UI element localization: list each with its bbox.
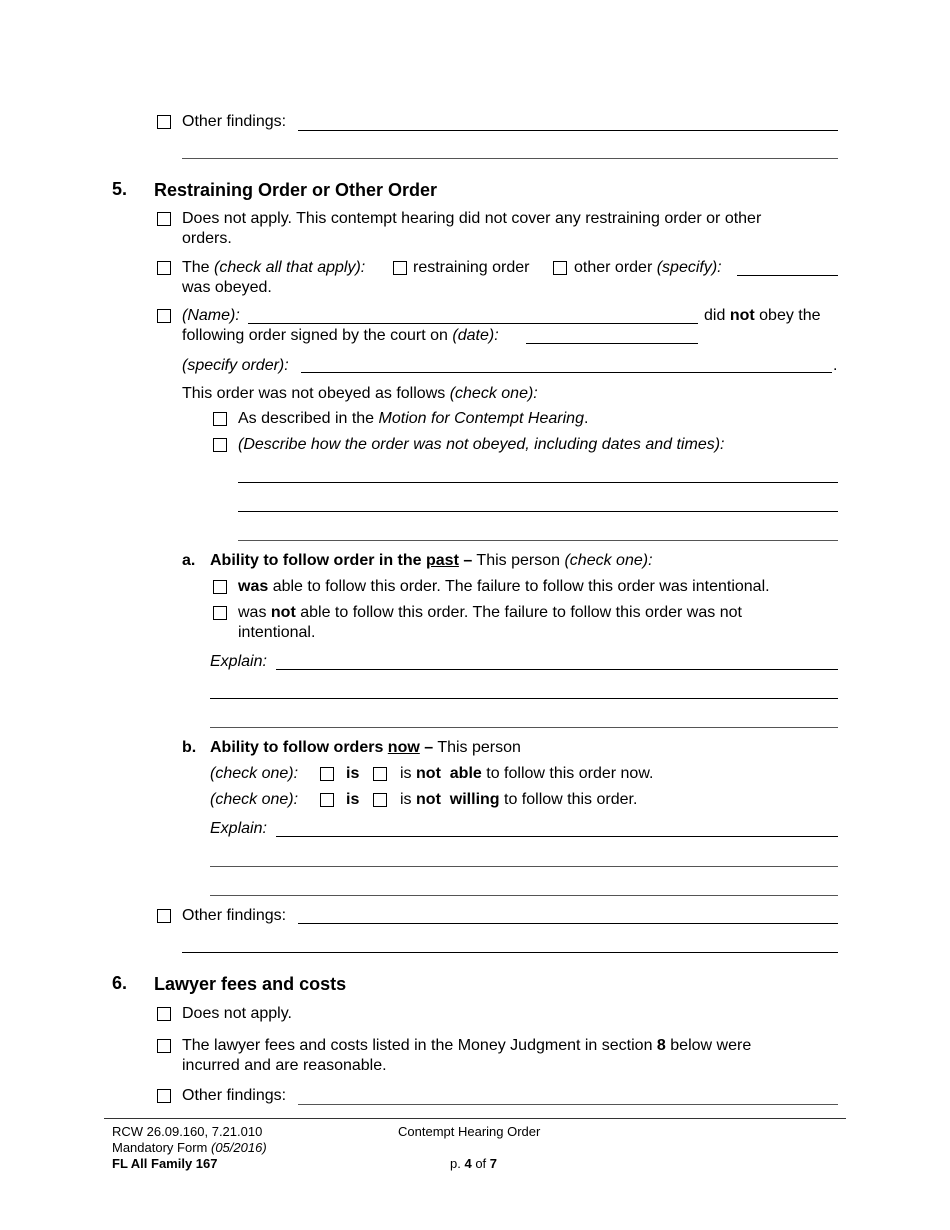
s5-other-findings-line-2[interactable]	[182, 952, 838, 953]
restraining-order-label: restraining order	[413, 259, 530, 276]
subsection-b-title: Ability to follow orders now – This person	[210, 739, 521, 756]
footer-page-number: p. 4 of 7	[450, 1156, 498, 1171]
past-explain-label: Explain:	[210, 653, 267, 670]
describe-line-3[interactable]	[238, 540, 838, 541]
now-is-not-willing-label: is not willing to follow this order.	[400, 791, 638, 808]
footer-divider	[104, 1118, 846, 1119]
now-explain-line-3[interactable]	[210, 895, 838, 896]
restraining-order-checkbox[interactable]	[393, 261, 407, 275]
other-order-label	[574, 258, 722, 278]
other-findings-line[interactable]	[298, 130, 838, 131]
s5-other-findings-label: Other findings:	[182, 907, 287, 924]
as-described-checkbox[interactable]	[213, 412, 227, 426]
s6-fees-text: The lawyer fees and costs listed in the Money Judgment in section 8 below were	[182, 1037, 752, 1054]
s5-does-not-apply-text-2: orders.	[182, 230, 232, 247]
s6-other-findings-checkbox[interactable]	[157, 1089, 171, 1103]
s6-other-findings-label: Other findings:	[182, 1087, 287, 1104]
now-is-not-willing-checkbox[interactable]	[373, 793, 387, 807]
other-order-specify: (specify):	[656, 259, 722, 276]
now-is-not-able-label: is not able to follow this order now.	[400, 765, 654, 782]
subsection-b-letter: b.	[182, 739, 197, 756]
section-6-number: 6.	[112, 973, 128, 993]
now-explain-label: Explain:	[210, 820, 267, 837]
describe-checkbox[interactable]	[213, 438, 227, 452]
specify-order-line[interactable]	[301, 372, 832, 373]
describe-line-2[interactable]	[238, 511, 838, 512]
past-explain-line-1[interactable]	[276, 669, 838, 670]
name-label: (Name):	[182, 307, 240, 324]
signed-by-court-text: following order signed by the court on (date):	[182, 327, 499, 344]
past-was-not-able-text: was not able to follow this order. The failure to follow this order was not	[238, 604, 742, 621]
specify-order-label: (specify order):	[182, 357, 289, 374]
s5-does-not-apply-checkbox[interactable]	[157, 212, 171, 226]
now-explain-line-1[interactable]	[276, 836, 838, 837]
past-was-not-able-checkbox[interactable]	[213, 606, 227, 620]
describe-text: (Describe how the order was not obeyed, including dates and times):	[238, 436, 725, 453]
now-is-willing-label: is	[346, 791, 360, 808]
s5-other-findings-checkbox[interactable]	[157, 909, 171, 923]
s5-obeyed-checkbox[interactable]	[157, 261, 171, 275]
other-order-specify-line[interactable]	[737, 275, 838, 276]
section-5-title: Restraining Order or Other Order	[154, 180, 438, 200]
other-findings-label: Other findings:	[182, 113, 287, 130]
specify-order-period: .	[833, 357, 838, 374]
other-order-checkbox[interactable]	[553, 261, 567, 275]
now-is-able-checkbox[interactable]	[320, 767, 334, 781]
now-is-not-able-checkbox[interactable]	[373, 767, 387, 781]
subsection-a-title: Ability to follow order in the past – This person (check one):	[210, 552, 653, 569]
now-explain-line-2[interactable]	[210, 866, 838, 867]
did-not-obey-text: did not obey the	[704, 307, 821, 324]
as-described-text: As described in the Motion for Contempt Hearing.	[238, 410, 589, 427]
willing-check-one: (check one):	[210, 791, 299, 808]
other-order-text: other order	[574, 259, 653, 276]
name-line[interactable]	[248, 323, 698, 324]
s5-the: The	[182, 259, 210, 276]
describe-line-1[interactable]	[238, 482, 838, 483]
section-5-number: 5.	[112, 179, 128, 199]
not-obeyed-intro: This order was not obeyed as follows (check one):	[182, 385, 538, 402]
past-explain-line-2[interactable]	[210, 698, 838, 699]
s6-other-findings-line[interactable]	[298, 1104, 838, 1105]
date-line[interactable]	[526, 343, 698, 344]
was-obeyed-text: was obeyed.	[182, 279, 272, 296]
s5-check-all: (check all that apply):	[214, 259, 366, 276]
s6-does-not-apply-checkbox[interactable]	[157, 1007, 171, 1021]
s6-fees-checkbox[interactable]	[157, 1039, 171, 1053]
past-was-not-able-text-2: intentional.	[238, 624, 316, 641]
other-findings-line-2[interactable]	[182, 158, 838, 159]
footer-form-id: FL All Family 167	[112, 1156, 218, 1171]
past-explain-line-3[interactable]	[210, 727, 838, 728]
past-was-able-text: was able to follow this order. The failure to follow this order was intentional.	[238, 578, 770, 595]
other-findings-checkbox[interactable]	[157, 115, 171, 129]
able-check-one: (check one):	[210, 765, 299, 782]
now-is-willing-checkbox[interactable]	[320, 793, 334, 807]
section-6-title: Lawyer fees and costs	[154, 974, 347, 994]
footer-mandatory: Mandatory Form (05/2016)	[112, 1140, 267, 1155]
subsection-a-letter: a.	[182, 552, 196, 569]
s5-does-not-apply-text: Does not apply. This contempt hearing did not cover any restraining order or other	[182, 210, 762, 227]
s6-does-not-apply-text: Does not apply.	[182, 1005, 292, 1022]
footer-rcw: RCW 26.09.160, 7.21.010	[112, 1124, 263, 1139]
s5-obeyed-line	[182, 258, 365, 278]
s5-not-obeyed-checkbox[interactable]	[157, 309, 171, 323]
past-was-able-checkbox[interactable]	[213, 580, 227, 594]
footer-doc-title: Contempt Hearing Order	[398, 1124, 541, 1139]
now-is-able-label: is	[346, 765, 360, 782]
s5-other-findings-line[interactable]	[298, 923, 838, 924]
s6-fees-text-2: incurred and are reasonable.	[182, 1057, 387, 1074]
